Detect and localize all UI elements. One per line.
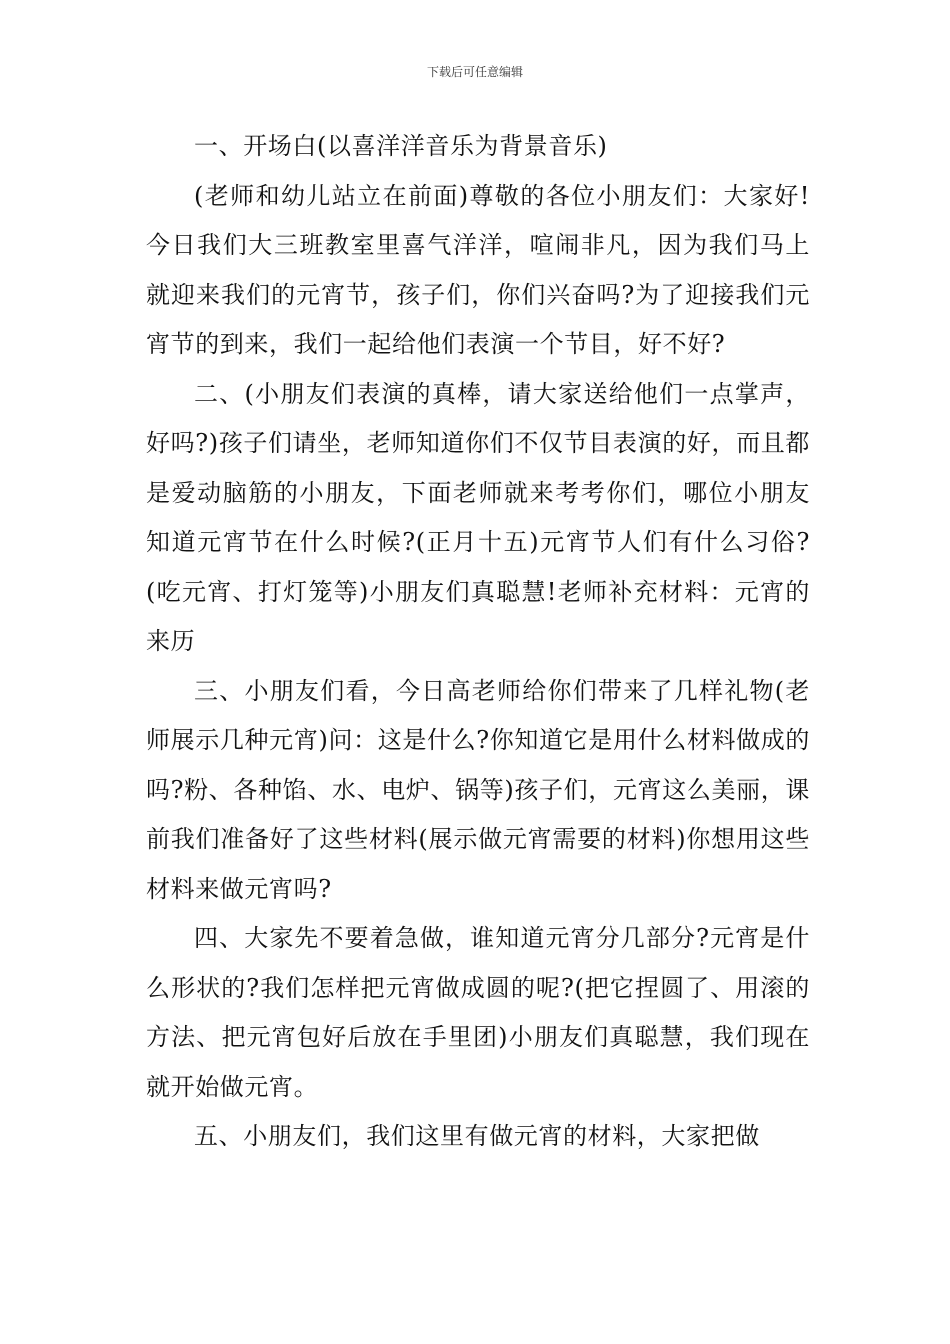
- paragraph-opening: 一、开场白(以喜洋洋音乐为背景音乐): [194, 132, 608, 160]
- paragraph-section-two: 二、(小朋友们表演的真棒，请大家送给他们一点掌声，好吗?)孩子们请坐，老师知道你们不仅节目表演的好，而且都是爱动脑筋的小朋友，下面老师就来考考你们，哪位小朋友知道元宵节在什么时候?(正月十五)元宵节人们有什么习俗?(吃元宵、打灯笼等)小朋友们真聪慧!老师补充材料：元宵的来历: [146, 379, 810, 655]
- paragraph-greeting: (老师和幼儿站立在前面)尊敬的各位小朋友们：大家好!今日我们大三班教室里喜气洋洋，喧闹非凡，因为我们马上就迎来我们的元宵节，孩子们，你们兴奋吗?为了迎接我们元宵节的到来，我们一起给他们表演一个节目，好不好?: [146, 181, 810, 358]
- paragraph-section-five: 五、小朋友们，我们这里有做元宵的材料，大家把做: [194, 1122, 760, 1150]
- paragraph-section-four: 四、大家先不要着急做，谁知道元宵分几部分?元宵是什么形状的?我们怎样把元宵做成圆的呢?(把它捏圆了、用滚的方法、把元宵包好后放在手里团)小朋友们真聪慧，我们现在就开始做元宵。: [146, 924, 810, 1101]
- page-header-note: 下载后可任意编辑: [426, 65, 523, 79]
- document-body: [146, 122, 810, 1162]
- paragraph-section-three: 三、小朋友们看，今日高老师给你们带来了几样礼物(老师展示几种元宵)问：这是什么?你知道它是用什么材料做成的吗?粉、各种馅、水、电炉、锅等)孩子们，元宵这么美丽，课前我们准备好了这些材料(展示做元宵需要的材料)你想用这些材料来做元宵吗?: [146, 676, 810, 903]
